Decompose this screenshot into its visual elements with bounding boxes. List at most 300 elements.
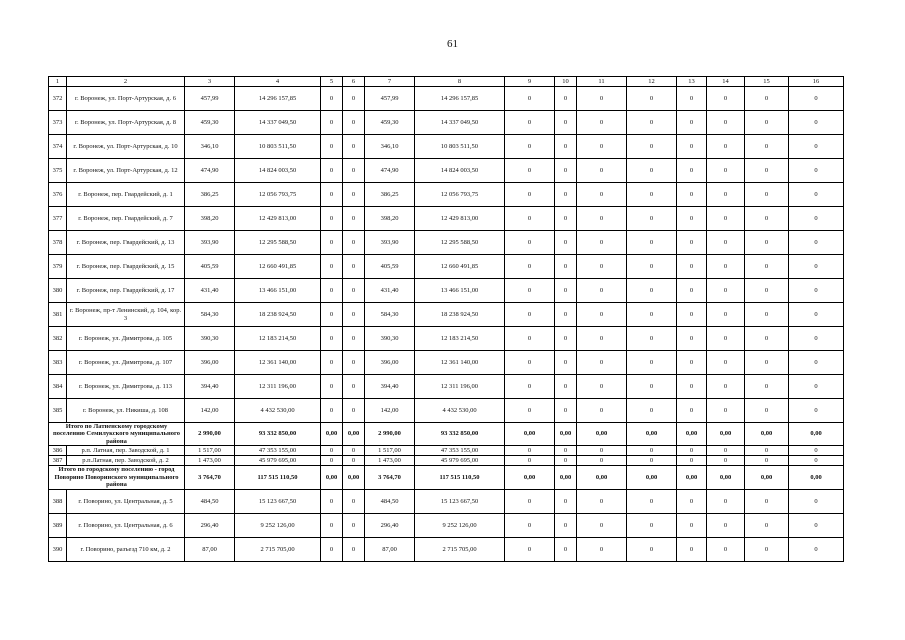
table-cell: 0	[789, 327, 844, 351]
table-cell: 2 990,00	[365, 423, 415, 446]
table-cell: 0,00	[555, 466, 577, 489]
table-cell: 0	[627, 399, 677, 423]
table-cell: 0	[627, 489, 677, 513]
table-cell: 0	[321, 87, 343, 111]
table-cell: 0,00	[577, 423, 627, 446]
address-cell: г. Воронеж, пер. Гвардейский, д. 13	[67, 231, 185, 255]
table-cell: 0,00	[745, 423, 789, 446]
table-cell: 0	[627, 446, 677, 456]
table-cell: 0	[627, 279, 677, 303]
table-cell: 0	[707, 489, 745, 513]
table-cell: 0	[321, 456, 343, 466]
page-number: 61	[447, 38, 458, 50]
table-cell: 0	[505, 255, 555, 279]
table-cell: 18 238 924,50	[415, 303, 505, 327]
table-cell: 405,59	[185, 255, 235, 279]
table-cell: 2 715 705,00	[415, 537, 505, 561]
table-cell: 0	[627, 513, 677, 537]
table-cell: 0	[789, 207, 844, 231]
table-cell: 0	[677, 456, 707, 466]
table-cell: 0	[321, 513, 343, 537]
table-cell: 47 353 155,00	[235, 446, 321, 456]
table-cell: 0,00	[505, 466, 555, 489]
table-cell: 394,40	[185, 375, 235, 399]
table-cell: 0,00	[555, 423, 577, 446]
column-header: 1	[49, 77, 67, 87]
table-cell: 0	[745, 183, 789, 207]
header-row	[49, 77, 844, 87]
table-cell: 431,40	[365, 279, 415, 303]
table-cell: 0	[745, 456, 789, 466]
table-cell: 0	[577, 183, 627, 207]
table-cell: 0	[707, 159, 745, 183]
table-cell: 296,40	[365, 513, 415, 537]
column-header: 5	[321, 77, 343, 87]
table-cell: 10 803 511,50	[235, 135, 321, 159]
table-cell: 0	[555, 351, 577, 375]
subtotal-label: Итого по Латненскому городскому поселению Семилукского муниципального района	[49, 423, 185, 446]
address-cell: г. Воронеж, ул. Порт-Артурская, д. 12	[67, 159, 185, 183]
table-cell: 0	[677, 207, 707, 231]
column-header: 6	[343, 77, 365, 87]
table-cell: 474,90	[365, 159, 415, 183]
table-cell: 0	[677, 135, 707, 159]
table-cell: 14 296 157,85	[235, 87, 321, 111]
row-number: 388	[49, 489, 67, 513]
table-cell: 4 432 530,00	[415, 399, 505, 423]
table-cell: 0,00	[677, 423, 707, 446]
table-cell: 0	[677, 537, 707, 561]
table-cell: 0	[577, 135, 627, 159]
table-cell: 0	[577, 446, 627, 456]
table-cell: 0	[321, 159, 343, 183]
table-cell: 584,30	[185, 303, 235, 327]
table-cell: 0	[321, 327, 343, 351]
address-cell: г. Воронеж, пер. Гвардейский, д. 7	[67, 207, 185, 231]
table-cell: 0	[677, 279, 707, 303]
table-cell: 14 337 049,50	[235, 111, 321, 135]
table-cell: 0	[577, 303, 627, 327]
table-cell: 0	[789, 513, 844, 537]
table-cell: 0,00	[343, 423, 365, 446]
row-number: 379	[49, 255, 67, 279]
table-cell: 0	[577, 279, 627, 303]
row-number: 373	[49, 111, 67, 135]
row-number: 382	[49, 327, 67, 351]
table-cell: 396,00	[365, 351, 415, 375]
table-cell: 0,00	[745, 466, 789, 489]
table-row	[49, 351, 844, 375]
table-cell: 0	[555, 399, 577, 423]
column-header: 8	[415, 77, 505, 87]
table-cell: 0	[321, 135, 343, 159]
table-cell: 0	[343, 183, 365, 207]
table-cell: 0	[677, 111, 707, 135]
table-cell: 0	[321, 183, 343, 207]
column-header: 11	[577, 77, 627, 87]
table-cell: 117 515 110,50	[235, 466, 321, 489]
table-cell: 0	[577, 351, 627, 375]
table-cell: 0	[707, 231, 745, 255]
table-cell: 0	[745, 351, 789, 375]
table-cell: 0	[707, 513, 745, 537]
address-cell: г. Воронеж, ул. Порт-Артурская, д. 6	[67, 87, 185, 111]
table-cell: 0	[321, 489, 343, 513]
table-cell: 0	[745, 399, 789, 423]
table-cell: 12 056 793,75	[415, 183, 505, 207]
table-cell: 12 056 793,75	[235, 183, 321, 207]
table-cell: 0	[505, 231, 555, 255]
table-cell: 0	[555, 327, 577, 351]
table-cell: 2 990,00	[185, 423, 235, 446]
table-cell: 0	[627, 456, 677, 466]
row-number: 374	[49, 135, 67, 159]
column-header: 7	[365, 77, 415, 87]
row-number: 378	[49, 231, 67, 255]
table-cell: 12 429 813,00	[235, 207, 321, 231]
table-cell: 0	[343, 255, 365, 279]
table-cell: 0	[707, 207, 745, 231]
table-cell: 142,00	[365, 399, 415, 423]
table-cell: 0	[789, 231, 844, 255]
table-cell: 0	[577, 87, 627, 111]
table-row	[49, 303, 844, 327]
table-row	[49, 537, 844, 561]
table-row	[49, 327, 844, 351]
table-cell: 3 764,70	[185, 466, 235, 489]
table-cell: 459,30	[185, 111, 235, 135]
table-cell: 0	[555, 456, 577, 466]
column-header: 2	[67, 77, 185, 87]
table-row	[49, 255, 844, 279]
address-cell: г. Воронеж, ул. Порт-Артурская, д. 8	[67, 111, 185, 135]
table-cell: 0	[343, 456, 365, 466]
table-cell: 405,59	[365, 255, 415, 279]
table-cell: 0	[321, 279, 343, 303]
table-cell: 12 429 813,00	[415, 207, 505, 231]
address-cell: г. Воронеж, ул. Никиша, д. 108	[67, 399, 185, 423]
address-cell: г. Поворино, разъезд 710 км, д. 2	[67, 537, 185, 561]
table-cell: 0	[745, 537, 789, 561]
table-cell: 0	[577, 231, 627, 255]
table-cell: 0	[789, 375, 844, 399]
table-cell: 0	[677, 183, 707, 207]
table-cell: 0	[677, 375, 707, 399]
table-cell: 0	[789, 537, 844, 561]
table-cell: 0,00	[707, 423, 745, 446]
table-cell: 0	[745, 135, 789, 159]
table-cell: 13 466 151,00	[235, 279, 321, 303]
table-cell: 0	[343, 489, 365, 513]
table-cell: 93 332 850,00	[415, 423, 505, 446]
table-cell: 0	[343, 351, 365, 375]
table-cell: 0	[627, 159, 677, 183]
table-cell: 0	[321, 446, 343, 456]
table-cell: 296,40	[185, 513, 235, 537]
table-cell: 12 311 196,00	[235, 375, 321, 399]
table-cell: 0,00	[321, 466, 343, 489]
table-cell: 398,20	[365, 207, 415, 231]
table-row	[49, 231, 844, 255]
table-cell: 0	[627, 303, 677, 327]
table-cell: 0	[789, 399, 844, 423]
data-table	[48, 76, 844, 562]
table-row	[49, 183, 844, 207]
table-cell: 0	[789, 489, 844, 513]
table-cell: 0	[577, 489, 627, 513]
table-cell: 14 824 003,50	[235, 159, 321, 183]
table-cell: 12 361 140,00	[415, 351, 505, 375]
column-header: 12	[627, 77, 677, 87]
table-cell: 0	[555, 279, 577, 303]
table-cell: 10 803 511,50	[415, 135, 505, 159]
table-cell: 0	[745, 375, 789, 399]
table-cell: 117 515 110,50	[415, 466, 505, 489]
table-cell: 0	[321, 207, 343, 231]
subtotal-row	[49, 466, 844, 489]
table-cell: 0,00	[321, 423, 343, 446]
table-cell: 0	[707, 456, 745, 466]
table-cell: 0	[555, 111, 577, 135]
table-cell: 0	[577, 375, 627, 399]
table-cell: 484,50	[365, 489, 415, 513]
table-cell: 0	[505, 135, 555, 159]
table-cell: 0	[627, 537, 677, 561]
table-cell: 0,00	[343, 466, 365, 489]
table-cell: 0	[745, 513, 789, 537]
table-cell: 0	[321, 375, 343, 399]
table-cell: 0,00	[789, 423, 844, 446]
table-cell: 0	[789, 255, 844, 279]
table-cell: 0	[707, 537, 745, 561]
table-cell: 0	[505, 183, 555, 207]
table-cell: 396,00	[185, 351, 235, 375]
address-cell: г. Воронеж, ул. Порт-Артурская, д. 10	[67, 135, 185, 159]
table-cell: 0	[677, 159, 707, 183]
table-cell: 0	[707, 375, 745, 399]
table-cell: 47 353 155,00	[415, 446, 505, 456]
table-cell: 0	[505, 303, 555, 327]
table-row	[49, 207, 844, 231]
table-cell: 45 979 695,00	[415, 456, 505, 466]
row-number: 390	[49, 537, 67, 561]
table-cell: 0	[789, 135, 844, 159]
column-header: 15	[745, 77, 789, 87]
table-cell: 0	[321, 399, 343, 423]
table-cell: 0	[577, 456, 627, 466]
table-cell: 0	[343, 87, 365, 111]
address-cell: г. Воронеж, ул. Димитрова, д. 113	[67, 375, 185, 399]
table-cell: 0	[505, 87, 555, 111]
table-cell: 0	[577, 399, 627, 423]
table-cell: 0	[789, 351, 844, 375]
address-cell: г. Поворино, ул. Центральная, д. 5	[67, 489, 185, 513]
table-cell: 0	[505, 537, 555, 561]
table-cell: 4 432 530,00	[235, 399, 321, 423]
table-cell: 0	[677, 446, 707, 456]
table-cell: 0	[577, 537, 627, 561]
address-cell: р.п. Латная, пер. Заводской, д. 1	[67, 446, 185, 456]
table-cell: 0	[627, 255, 677, 279]
table-cell: 0	[627, 351, 677, 375]
table-cell: 9 252 126,00	[415, 513, 505, 537]
row-number: 372	[49, 87, 67, 111]
table-row	[49, 87, 844, 111]
table-cell: 0	[505, 489, 555, 513]
table-cell: 0	[789, 456, 844, 466]
table-cell: 12 183 214,50	[235, 327, 321, 351]
table-cell: 459,30	[365, 111, 415, 135]
table-cell: 0	[677, 231, 707, 255]
table-cell: 0	[555, 183, 577, 207]
table-cell: 390,30	[365, 327, 415, 351]
table-cell: 1 473,00	[185, 456, 235, 466]
table-cell: 0	[745, 327, 789, 351]
table-cell: 0	[789, 183, 844, 207]
table-cell: 0	[555, 255, 577, 279]
table-cell: 2 715 705,00	[235, 537, 321, 561]
table-cell: 0	[707, 255, 745, 279]
table-cell: 0	[505, 159, 555, 183]
table-cell: 87,00	[365, 537, 415, 561]
table-cell: 0	[505, 375, 555, 399]
table-cell: 0	[789, 111, 844, 135]
table-cell: 457,99	[185, 87, 235, 111]
table-cell: 0	[745, 207, 789, 231]
table-cell: 0	[627, 375, 677, 399]
table-cell: 393,90	[185, 231, 235, 255]
table-cell: 0	[321, 537, 343, 561]
table-cell: 0,00	[505, 423, 555, 446]
table-cell: 0	[505, 207, 555, 231]
table-cell: 15 123 667,50	[235, 489, 321, 513]
table-cell: 0	[745, 489, 789, 513]
column-header: 14	[707, 77, 745, 87]
table-cell: 0	[745, 111, 789, 135]
row-number: 375	[49, 159, 67, 183]
table-cell: 0	[627, 231, 677, 255]
table-cell: 3 764,70	[365, 466, 415, 489]
table-cell: 431,40	[185, 279, 235, 303]
table-row	[49, 135, 844, 159]
table-cell: 0,00	[627, 466, 677, 489]
table-cell: 0	[707, 87, 745, 111]
table-cell: 0	[745, 231, 789, 255]
table-cell: 0	[745, 279, 789, 303]
table-cell: 0	[321, 231, 343, 255]
table-cell: 346,10	[365, 135, 415, 159]
row-number: 385	[49, 399, 67, 423]
address-cell: г. Воронеж, пер. Гвардейский, д. 15	[67, 255, 185, 279]
table-cell: 0,00	[677, 466, 707, 489]
table-cell: 0	[577, 111, 627, 135]
address-cell: г. Воронеж, пр-т Ленинский, д. 104, кор. 3	[67, 303, 185, 327]
table-cell: 0	[789, 279, 844, 303]
row-number: 381	[49, 303, 67, 327]
table-cell: 457,99	[365, 87, 415, 111]
table-cell: 0	[707, 399, 745, 423]
table-cell: 0	[343, 111, 365, 135]
table-cell: 0	[677, 303, 707, 327]
row-number: 380	[49, 279, 67, 303]
table-cell: 9 252 126,00	[235, 513, 321, 537]
table-cell: 0	[555, 375, 577, 399]
table-row	[49, 399, 844, 423]
table-cell: 0	[789, 159, 844, 183]
table-cell: 0	[555, 135, 577, 159]
table-cell: 12 311 196,00	[415, 375, 505, 399]
table-row	[49, 513, 844, 537]
table-cell: 0	[789, 446, 844, 456]
table-cell: 13 466 151,00	[415, 279, 505, 303]
table-cell: 0	[707, 351, 745, 375]
row-number: 389	[49, 513, 67, 537]
table-cell: 14 296 157,85	[415, 87, 505, 111]
table-row	[49, 456, 844, 466]
table-cell: 0	[677, 513, 707, 537]
table-cell: 0	[577, 159, 627, 183]
table-cell: 0	[343, 231, 365, 255]
table-row	[49, 159, 844, 183]
column-header: 3	[185, 77, 235, 87]
table-cell: 0	[627, 111, 677, 135]
table-row	[49, 111, 844, 135]
table-cell: 0,00	[627, 423, 677, 446]
column-header: 4	[235, 77, 321, 87]
table-cell: 0,00	[577, 466, 627, 489]
table-cell: 0	[343, 537, 365, 561]
row-number: 376	[49, 183, 67, 207]
table-cell: 1 517,00	[185, 446, 235, 456]
address-cell: г. Воронеж, ул. Димитрова, д. 107	[67, 351, 185, 375]
table-cell: 0	[343, 399, 365, 423]
table-cell: 87,00	[185, 537, 235, 561]
table-row	[49, 446, 844, 456]
table-cell: 398,20	[185, 207, 235, 231]
table-cell: 0	[321, 351, 343, 375]
address-cell: г. Воронеж, пер. Гвардейский, д. 1	[67, 183, 185, 207]
table-cell: 0	[745, 159, 789, 183]
table-cell: 0	[577, 207, 627, 231]
table-cell: 0	[321, 255, 343, 279]
column-header: 16	[789, 77, 844, 87]
table-cell: 0	[745, 255, 789, 279]
table-cell: 0	[627, 135, 677, 159]
table-cell: 0	[707, 303, 745, 327]
table-cell: 386,25	[365, 183, 415, 207]
table-cell: 0	[627, 183, 677, 207]
column-header: 9	[505, 77, 555, 87]
table-cell: 0	[505, 446, 555, 456]
table-cell: 390,30	[185, 327, 235, 351]
table-cell: 142,00	[185, 399, 235, 423]
table-cell: 0	[505, 399, 555, 423]
table-cell: 0	[343, 303, 365, 327]
row-number: 386	[49, 446, 67, 456]
table-cell: 0	[677, 87, 707, 111]
table-cell: 584,30	[365, 303, 415, 327]
table-cell: 0	[505, 111, 555, 135]
column-header: 10	[555, 77, 577, 87]
table-cell: 12 660 491,85	[415, 255, 505, 279]
address-cell: г. Поворино, ул. Центральная, д. 6	[67, 513, 185, 537]
table-cell: 0	[505, 456, 555, 466]
table-cell: 0	[677, 351, 707, 375]
table-cell: 0	[707, 446, 745, 456]
table-cell: 484,50	[185, 489, 235, 513]
table-cell: 0	[555, 537, 577, 561]
row-number: 384	[49, 375, 67, 399]
